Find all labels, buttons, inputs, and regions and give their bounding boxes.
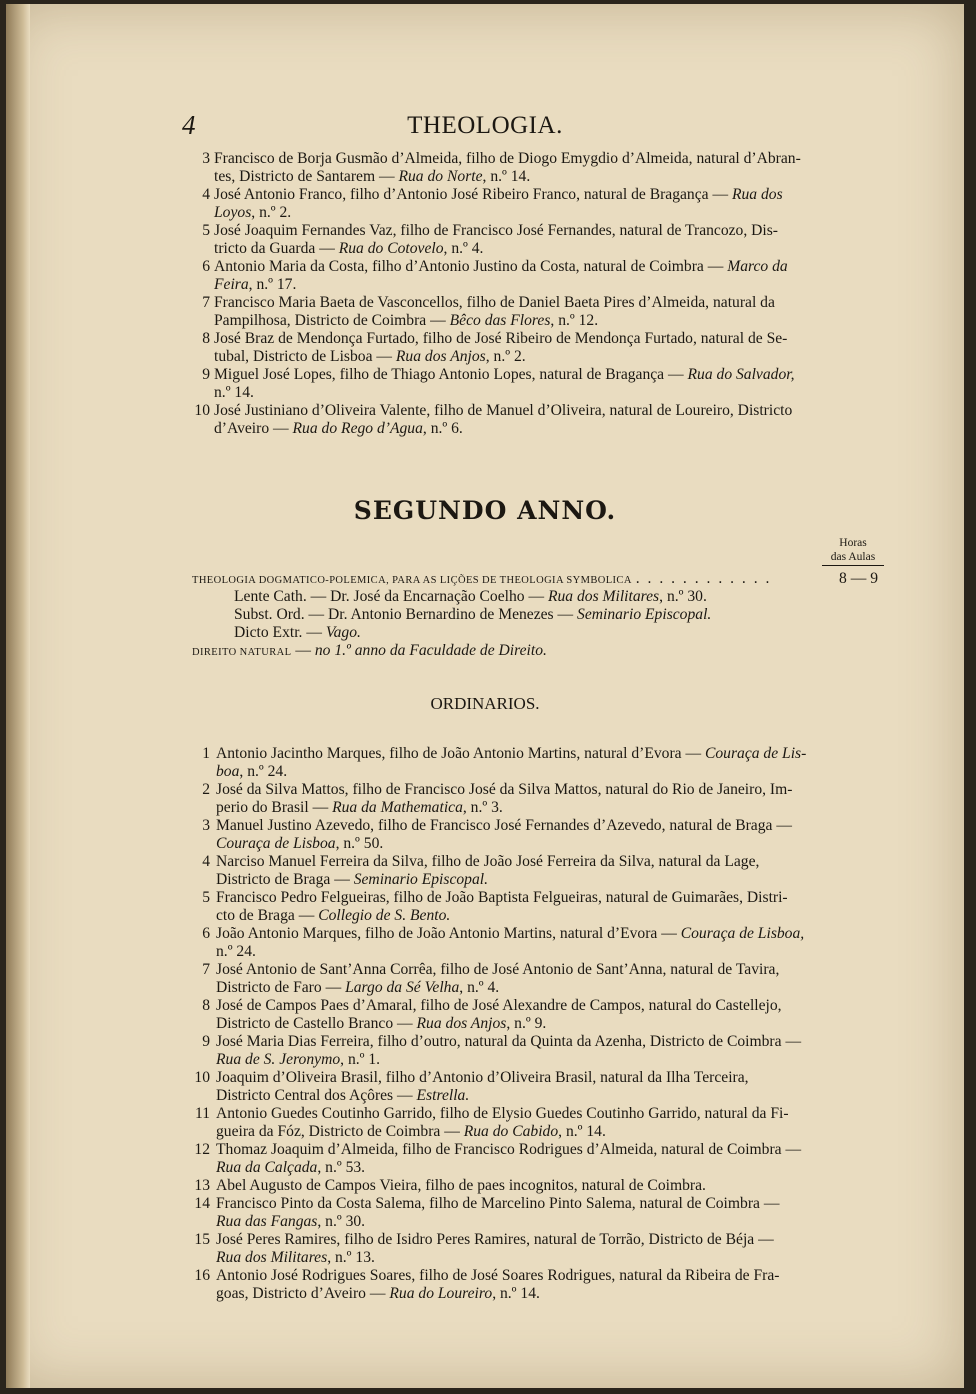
entry-text: João Antonio Marques, filho de João Antonio Martins, natural d’Evora — bbox=[216, 925, 681, 942]
entry-address: Couraça de Lisboa bbox=[216, 835, 336, 852]
entry-number-suffix: , n.º 4. bbox=[443, 240, 484, 257]
entry-number: 1 bbox=[202, 745, 210, 762]
entry-address: boa bbox=[216, 763, 240, 780]
entry-line-1 bbox=[216, 1105, 886, 1123]
course-row bbox=[192, 570, 884, 590]
entry-line-2 bbox=[216, 1123, 886, 1141]
entry-line-1 bbox=[216, 1069, 886, 1087]
list-item bbox=[188, 1195, 886, 1231]
entry-number: 3 bbox=[202, 150, 210, 167]
entry-text: José Joaquim Fernandes Vaz, filho de Francisco José Fernandes, natural de Trancozo, Dis- bbox=[214, 222, 779, 239]
entry-line-2 bbox=[216, 1087, 886, 1105]
entry-text: José Braz de Mendonça Furtado, filho de José Ribeiro de Mendonça Furtado, natural de Se- bbox=[214, 330, 788, 347]
entry-line-2 bbox=[214, 420, 884, 438]
entry-line-1 bbox=[214, 150, 884, 168]
entry-line-2 bbox=[216, 763, 886, 781]
entry-address: Rua dos bbox=[731, 186, 783, 203]
ordinarios-heading: ORDINARIOS. bbox=[430, 694, 540, 713]
list-item bbox=[188, 1033, 886, 1069]
entry-line-2 bbox=[216, 1051, 886, 1069]
student-list-first-year bbox=[192, 150, 884, 438]
list-item bbox=[188, 997, 886, 1033]
entry-number-suffix: , n.º 2. bbox=[251, 204, 292, 221]
lente-address: Rua dos Militares bbox=[547, 588, 660, 605]
entry-number: 5 bbox=[202, 222, 210, 239]
dicto-line bbox=[234, 624, 361, 642]
entry-number-suffix: , n.º 9. bbox=[506, 1015, 547, 1032]
entry-number-suffix: , n.º 13. bbox=[327, 1249, 375, 1266]
entry-number: 6 bbox=[202, 925, 210, 942]
list-item bbox=[188, 961, 886, 997]
entry-line-2 bbox=[214, 312, 884, 330]
entry-text: José Antonio Franco, filho d’Antonio José Ribeiro Franco, natural de Bragança — bbox=[214, 186, 732, 203]
entry-text: José da Silva Mattos, filho de Francisco José da Silva Mattos, natural do Rio de Janeiro, Im- bbox=[216, 781, 793, 798]
list-item bbox=[188, 745, 886, 781]
entry-text: Antonio José Rodrigues Soares, filho de José Soares Rodrigues, natural da Ribeira de Fra- bbox=[216, 1267, 780, 1284]
entry-number: 7 bbox=[202, 294, 210, 311]
entry-address: Rua do Cotovelo bbox=[338, 240, 444, 257]
list-item bbox=[192, 294, 884, 330]
entry-line-2 bbox=[216, 1015, 886, 1033]
entry-text: José Maria Dias Ferreira, filho d’outro, natural da Quinta da Azenha, Districto de Coimbra — bbox=[216, 1033, 802, 1050]
course-hours: 8 — 9 bbox=[839, 570, 878, 587]
entry-address: Seminario Episcopal. bbox=[353, 871, 488, 888]
entry-number: 15 bbox=[194, 1231, 210, 1248]
entry-number: 11 bbox=[194, 1105, 210, 1122]
entry-number: 9 bbox=[202, 1033, 210, 1050]
entry-line-2 bbox=[216, 835, 886, 853]
entry-line-2 bbox=[216, 1285, 886, 1303]
entry-address: Largo da Sé Velha bbox=[345, 979, 460, 996]
entry-line-2 bbox=[216, 871, 886, 889]
list-item bbox=[188, 1141, 886, 1177]
entry-text: Districto Central dos Açôres — bbox=[216, 1087, 417, 1104]
entry-text: Pampilhosa, Districto de Coimbra — bbox=[214, 312, 450, 329]
entry-number: 16 bbox=[194, 1267, 210, 1284]
entry-text: José Justiniano d’Oliveira Valente, filho de Manuel d’Oliveira, natural de Loureiro, Districto bbox=[214, 402, 793, 419]
entry-number: 14 bbox=[194, 1195, 210, 1212]
entry-text: Narciso Manuel Ferreira da Silva, filho de João José Ferreira da Silva, natural da Lage, bbox=[216, 853, 760, 870]
entry-text: n.º 14. bbox=[214, 384, 254, 401]
entry-line-2 bbox=[216, 979, 886, 997]
entry-line-1 bbox=[216, 745, 886, 763]
list-item bbox=[188, 1105, 886, 1141]
entry-text: Manuel Justino Azevedo, filho de Francisco José Fernandes d’Azevedo, natural de Braga — bbox=[216, 817, 792, 834]
entry-text: goas, Districto d’Aveiro — bbox=[216, 1285, 390, 1302]
list-item bbox=[192, 366, 884, 402]
entry-text: Districto de Braga — bbox=[216, 871, 354, 888]
dicto-text: Dicto Extr. — bbox=[234, 624, 326, 641]
entry-address: Rua dos Anjos bbox=[395, 348, 486, 365]
hours-label: Horas bbox=[839, 537, 867, 549]
entry-text: Francisco Pedro Felgueiras, filho de João Baptista Felgueiras, natural de Guimarães, Distri- bbox=[216, 889, 788, 906]
entry-number: 13 bbox=[194, 1177, 210, 1194]
entry-text: Abel Augusto de Campos Vieira, filho de paes incognitos, natural de Coimbra. bbox=[216, 1177, 706, 1194]
entry-number: 12 bbox=[194, 1141, 210, 1158]
entry-address: Rua da Calçada bbox=[216, 1159, 318, 1176]
entry-text: Francisco Pinto da Costa Salema, filho de Marcelino Pinto Salema, natural de Coimbra — bbox=[216, 1195, 780, 1212]
entry-text: José Peres Ramires, filho de Isidro Peres Ramires, natural de Torrão, Districto de Béja — bbox=[216, 1231, 774, 1248]
entry-number: 8 bbox=[202, 330, 210, 347]
entry-text: José Antonio de Sant’Anna Corrêa, filho de José Antonio de Sant’Anna, natural de Tavira, bbox=[216, 961, 780, 978]
list-item bbox=[192, 258, 884, 294]
running-title: THEOLOGIA. bbox=[407, 112, 563, 139]
entry-line-1 bbox=[216, 853, 886, 871]
entry-address: Rua da Mathematica bbox=[332, 799, 463, 816]
entry-text: cto de Braga — bbox=[216, 907, 319, 924]
leader-dots: . . . . . . . . . . . . bbox=[635, 570, 772, 587]
entry-number: 5 bbox=[202, 889, 210, 906]
classes-label: das Aulas bbox=[830, 551, 876, 563]
entry-address: Estrella. bbox=[416, 1087, 470, 1104]
entry-number: 2 bbox=[202, 781, 210, 798]
entry-line-2 bbox=[216, 1159, 886, 1177]
entry-number-suffix: , n.º 30. bbox=[317, 1213, 366, 1230]
entry-text: tubal, Districto de Lisboa — bbox=[214, 348, 396, 365]
entry-address: Couraça de Lisboa, bbox=[680, 925, 805, 942]
entry-number: 4 bbox=[202, 186, 210, 203]
list-item bbox=[188, 1177, 886, 1195]
entry-line-2 bbox=[214, 168, 884, 186]
entry-address: Rua do Rego d’Agua bbox=[292, 420, 423, 437]
hours-column-header bbox=[818, 536, 888, 566]
entry-text: tes, Districto de Santarem — bbox=[214, 168, 399, 185]
list-item bbox=[192, 222, 884, 258]
entry-number-suffix: , n.º 1. bbox=[340, 1051, 381, 1068]
entry-line-2 bbox=[216, 943, 886, 961]
entry-line-1 bbox=[214, 402, 884, 420]
entry-text: Thomaz Joaquim d’Almeida, filho de Francisco Rodrigues d’Almeida, natural de Coimbra — bbox=[216, 1141, 802, 1158]
entry-text: perio do Brasil — bbox=[216, 799, 333, 816]
entry-line-1 bbox=[214, 366, 884, 384]
entry-number-suffix: , n.º 6. bbox=[422, 420, 463, 437]
entry-text: Miguel José Lopes, filho de Thiago Antonio Lopes, natural de Bragança — bbox=[214, 366, 688, 383]
entry-line-2 bbox=[216, 907, 886, 925]
entry-number: 10 bbox=[194, 402, 210, 419]
entry-address: Loyos bbox=[214, 204, 252, 221]
document-page bbox=[6, 4, 964, 1388]
entry-number: 10 bbox=[194, 1069, 210, 1086]
entry-line-1 bbox=[216, 997, 886, 1015]
entry-number: 6 bbox=[202, 258, 210, 275]
page-header bbox=[6, 110, 964, 140]
entry-line-2 bbox=[214, 240, 884, 258]
entry-text: n.º 24. bbox=[216, 943, 256, 960]
entry-line-1 bbox=[216, 925, 886, 943]
entry-line-1 bbox=[216, 1177, 886, 1195]
entry-number-suffix: , n.º 2. bbox=[485, 348, 526, 365]
entry-line-1 bbox=[214, 186, 884, 204]
entry-line-1 bbox=[214, 330, 884, 348]
dicto-value: Vago. bbox=[325, 624, 361, 641]
substitute-line bbox=[234, 606, 711, 624]
entry-text: tricto da Guarda — bbox=[214, 240, 339, 257]
entry-address: Rua de S. Jeronymo bbox=[216, 1051, 341, 1068]
entry-line-1 bbox=[214, 258, 884, 276]
entry-line-1 bbox=[214, 294, 884, 312]
entry-text: d’Aveiro — bbox=[214, 420, 293, 437]
entry-line-2 bbox=[216, 1249, 886, 1267]
entry-line-2 bbox=[216, 799, 886, 817]
entry-number-suffix: , n.º 14. bbox=[482, 168, 531, 185]
hours-rule bbox=[822, 565, 884, 566]
entry-number: 7 bbox=[202, 961, 210, 978]
entry-number-suffix: , n.º 3. bbox=[462, 799, 503, 816]
entry-number-suffix: , n.º 14. bbox=[492, 1285, 540, 1302]
direito-label: DIREITO NATURAL bbox=[192, 647, 292, 658]
entry-line-1 bbox=[216, 1231, 886, 1249]
entry-number: 9 bbox=[202, 366, 210, 383]
lente-number: , n.º 30. bbox=[659, 588, 707, 605]
entry-line-1 bbox=[214, 222, 884, 240]
entry-text: gueira da Fóz, Districto de Coimbra — bbox=[216, 1123, 464, 1140]
entry-line-1 bbox=[216, 1033, 886, 1051]
entry-address: Rua do Cabido bbox=[463, 1123, 559, 1140]
entry-number-suffix: , n.º 17. bbox=[248, 276, 297, 293]
list-item bbox=[192, 186, 884, 222]
direito-dash: — bbox=[291, 642, 315, 659]
entry-number-suffix: , n.º 12. bbox=[550, 312, 599, 329]
entry-number-suffix: , n.º 4. bbox=[459, 979, 500, 996]
lente-line bbox=[234, 588, 707, 606]
entry-text: Districto de Faro — bbox=[216, 979, 346, 996]
entry-number-suffix: , n.º 24. bbox=[239, 763, 288, 780]
entry-number: 3 bbox=[202, 817, 210, 834]
entry-line-1 bbox=[216, 1267, 886, 1285]
page-number: 4 bbox=[182, 110, 196, 140]
entry-address: Couraça de Lis- bbox=[704, 745, 807, 762]
course-name: THEOLOGIA DOGMATICO-POLEMICA, PARA AS LIÇÕES DE THEOLOGIA SYMBOLICA bbox=[192, 575, 632, 586]
entry-line-1 bbox=[216, 889, 886, 907]
lente-text: Lente Cath. — Dr. José da Encarnação Coelho — bbox=[234, 588, 548, 605]
section-title: SEGUNDO ANNO. bbox=[353, 496, 617, 525]
entry-line-1 bbox=[216, 1195, 886, 1213]
entry-address: Collegio de S. Bento. bbox=[318, 907, 451, 924]
list-item bbox=[192, 150, 884, 186]
entry-address: Bêco das Flores bbox=[449, 312, 551, 329]
entry-address: Rua do Loureiro bbox=[389, 1285, 493, 1302]
entry-line-2 bbox=[216, 1213, 886, 1231]
entry-line-1 bbox=[216, 961, 886, 979]
list-item bbox=[188, 853, 886, 889]
entry-address: Feira bbox=[214, 276, 249, 293]
entry-text: Antonio Maria da Costa, filho d’Antonio Justino da Costa, natural de Coimbra — bbox=[214, 258, 728, 275]
entry-text: Antonio Guedes Coutinho Garrido, filho de Elysio Guedes Coutinho Garrido, natural da Fi- bbox=[216, 1105, 789, 1122]
substitute-text: Subst. Ord. — Dr. Antonio Bernardino de Menezes — bbox=[234, 606, 578, 623]
entry-address: Rua do Norte bbox=[398, 168, 483, 185]
entry-number: 4 bbox=[202, 853, 210, 870]
list-item bbox=[192, 330, 884, 366]
entry-line-1 bbox=[216, 781, 886, 799]
list-item bbox=[188, 1231, 886, 1267]
entry-line-2 bbox=[214, 348, 884, 366]
entry-line-2 bbox=[214, 204, 884, 222]
entry-address: Rua dos Militares bbox=[216, 1249, 328, 1266]
entry-text: Districto de Castello Branco — bbox=[216, 1015, 417, 1032]
entry-address: Rua das Fangas bbox=[216, 1213, 318, 1230]
list-item bbox=[188, 781, 886, 817]
entry-number-suffix: , n.º 14. bbox=[558, 1123, 606, 1140]
entry-address: Marco da bbox=[727, 258, 788, 275]
entry-address: Rua dos Anjos bbox=[416, 1015, 507, 1032]
list-item bbox=[188, 1069, 886, 1105]
entry-line-1 bbox=[216, 817, 886, 835]
entry-number-suffix: , n.º 53. bbox=[317, 1159, 366, 1176]
entry-address: Rua do Salvador, bbox=[687, 366, 795, 383]
direito-note: no 1.º anno da Faculdade de Direito. bbox=[314, 642, 547, 659]
list-item bbox=[192, 402, 884, 438]
entry-text: José de Campos Paes d’Amaral, filho de José Alexandre de Campos, natural do Castellejo, bbox=[216, 997, 782, 1014]
student-list-ordinarios bbox=[188, 745, 886, 1303]
direito-line bbox=[192, 642, 547, 662]
entry-line-1 bbox=[216, 1141, 886, 1159]
entry-text: Francisco de Borja Gusmão d’Almeida, filho de Diogo Emygdio d’Almeida, natural d’Abran- bbox=[214, 150, 801, 167]
entry-text: Francisco Maria Baeta de Vasconcellos, filho de Daniel Baeta Pires d’Almeida, natural da bbox=[214, 294, 775, 311]
entry-line-2 bbox=[214, 384, 884, 402]
list-item bbox=[188, 817, 886, 853]
entry-line-2 bbox=[214, 276, 884, 294]
list-item bbox=[188, 889, 886, 925]
list-item bbox=[188, 925, 886, 961]
entry-text: Joaquim d’Oliveira Brasil, filho d’Antonio d’Oliveira Brasil, natural da Ilha Terceira, bbox=[216, 1069, 749, 1086]
entry-text: Antonio Jacintho Marques, filho de João Antonio Martins, natural d’Evora — bbox=[216, 745, 705, 762]
substitute-address: Seminario Episcopal. bbox=[577, 606, 712, 623]
entry-number: 8 bbox=[202, 997, 210, 1014]
entry-number-suffix: , n.º 50. bbox=[335, 835, 384, 852]
list-item bbox=[188, 1267, 886, 1303]
